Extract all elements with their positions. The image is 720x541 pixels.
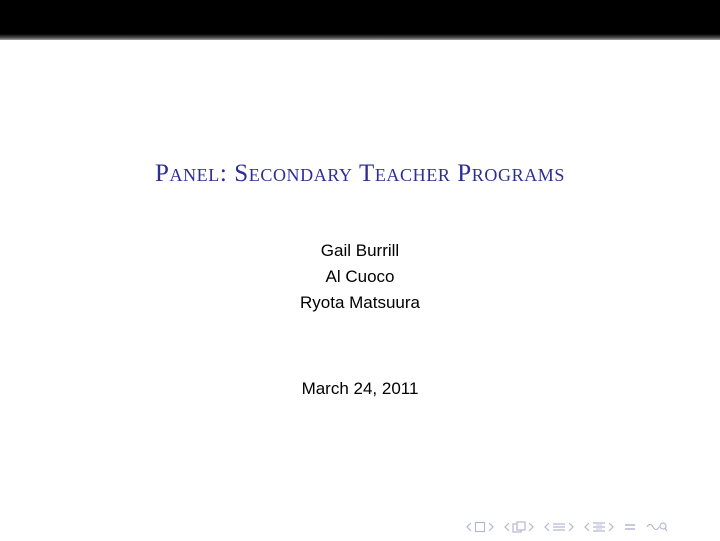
arrow-right-icon[interactable]: [608, 522, 614, 532]
slide-nav[interactable]: [466, 521, 494, 533]
align-icon[interactable]: [624, 521, 636, 533]
subsection-nav-icon[interactable]: [552, 521, 566, 533]
subsection-nav[interactable]: [544, 521, 574, 533]
arrow-left-icon[interactable]: [466, 522, 472, 532]
align-nav[interactable]: [624, 521, 636, 533]
search-nav[interactable]: [646, 521, 668, 533]
header-bar: [0, 0, 720, 40]
search-icon[interactable]: [646, 521, 668, 533]
arrow-right-icon[interactable]: [568, 522, 574, 532]
arrow-right-icon[interactable]: [488, 522, 494, 532]
section-nav[interactable]: [584, 521, 614, 533]
section-nav-icon[interactable]: [592, 521, 606, 533]
author-name: Gail Burrill: [320, 241, 400, 260]
frame-nav-icon[interactable]: [512, 521, 526, 533]
arrow-left-icon[interactable]: [504, 522, 510, 532]
arrow-left-icon[interactable]: [584, 522, 590, 532]
author-name: Al Cuoco: [325, 267, 395, 286]
beamer-navigation-bar: [466, 519, 674, 535]
arrow-left-icon[interactable]: [544, 522, 550, 532]
author-name: Ryota Matsuura: [300, 293, 420, 312]
author-list: [0, 238, 720, 316]
slide-nav-icon[interactable]: [474, 521, 486, 533]
arrow-right-icon[interactable]: [528, 522, 534, 532]
presentation-date: March 24, 2011: [301, 379, 419, 398]
slide-title: Panel: Secondary Teacher Programs: [154, 160, 566, 187]
frame-nav[interactable]: [504, 521, 534, 533]
